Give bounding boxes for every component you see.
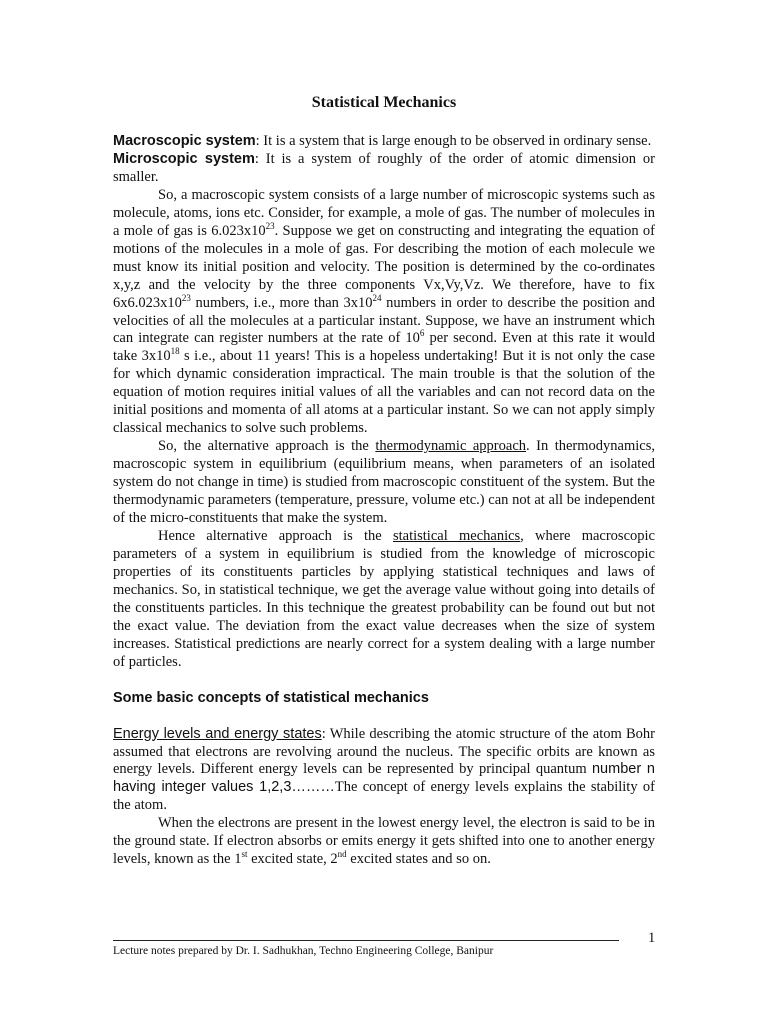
text-run: , where macroscopic parameters of a system in equilibrium is studied from the knowledge of microscopic properties of its constituents particles by applying statistical techniques and laws of mechanics. So, in statistical technique, we get the average value without going into details of the constituents particles. In this technique the greatest probability can be found out but not the exact value. The deviation from the exact value decreases when the size of system increases. Statistical predictions are nearly correct for a system dealing with a large number of particles. <box>113 527 655 670</box>
text-run: numbers, i.e., more than 3x10 <box>190 294 373 311</box>
document-body <box>113 133 655 869</box>
superscript: nd <box>337 849 347 860</box>
macroscopic-definition <box>113 133 655 151</box>
macroscopic-text: : It is a system that is large enough to be observed in ordinary sense. <box>255 133 652 149</box>
footer-credit: Lecture notes prepared by Dr. I. Sadhukhan, Techno Engineering College, Banipur <box>113 945 494 957</box>
text-run: . In thermodynamics, macroscopic system in equilibrium (equilibrium means, when parameters of an isolated system do not change in time) is studied from macroscopic constituent of the system. But the thermodynamic parameters (temperature, pressure, volume etc.) can not at all be independent of the micro-constituents that make the system. <box>113 438 655 527</box>
text-run: number n having integer values 1,2,3……… <box>113 761 655 796</box>
superscript: 6 <box>419 328 425 339</box>
paragraph-microscopic-systems <box>113 187 655 438</box>
superscript: 23 <box>181 292 191 303</box>
text-run: So, the alternative approach is the <box>158 438 376 455</box>
text-run: The concept of energy levels explains the stability of the atom. <box>113 779 655 814</box>
underlined-term: thermodynamic approach <box>375 438 527 455</box>
text-run: When the electrons are present in the lowest energy level, the electron is said to be in the ground state. If electron absorbs or emits energy it gets shifted into one to another energy levels, known as the 1 <box>113 815 655 868</box>
page-title: Statistical Mechanics <box>311 94 457 111</box>
superscript: 18 <box>170 346 180 357</box>
text-run: Hence alternative approach is the <box>158 527 393 544</box>
paragraph-statistical-mechanics <box>113 528 655 672</box>
section-heading: Some basic concepts of statistical mechanics <box>113 689 429 706</box>
paragraph-energy-levels <box>113 726 655 816</box>
text-run: . Suppose we get on constructing and integrating the equation of motions of the molecules in a mole of gas. For describing the motion of each molecule we must know its initial position and velocity. The position is determined by the co-ordinates x,y,z and the velocity by the three components Vx,Vy,Vz. We therefore, have to fix 6x6.023x10 <box>113 222 655 311</box>
macroscopic-term: Macroscopic system <box>113 133 256 149</box>
text-run: So, a macroscopic system consists of a large number of microscopic systems such as molecule, atoms, ions etc. Consider, for example, a mole of gas. The number of molecules in a mole of gas is 6.023x10 <box>113 186 655 239</box>
page-number: 1 <box>648 930 656 946</box>
superscript: st <box>241 849 248 860</box>
text-run: : While describing the atomic structure of the atom Bohr assumed that electrons are revolving around the nucleus. The specific orbits are known as energy levels. Different energy levels can be represented by principal quantum <box>113 725 655 778</box>
microscopic-text: : It is a system of roughly of the order of atomic dimension or smaller. <box>113 150 655 185</box>
underlined-term: statistical mechanics <box>392 527 521 544</box>
energy-levels-term: Energy levels and energy states <box>113 725 322 742</box>
text-run: excited states and so on. <box>346 851 491 868</box>
text-run: per second. Even at this rate it would take 3x10 <box>113 330 655 365</box>
microscopic-term: Microscopic system <box>113 150 255 167</box>
footer-divider <box>113 940 619 941</box>
superscript: 23 <box>265 220 275 231</box>
text-run: excited state, 2 <box>247 851 338 868</box>
superscript: 24 <box>372 292 382 303</box>
paragraph-excited-states <box>113 815 655 869</box>
microscopic-definition <box>113 151 655 187</box>
text-run: numbers in order to describe the position and velocities of all the molecules at a particular instant. Suppose, we have an instrument which can integrate can register numbers at the rate of 10 <box>113 294 655 347</box>
paragraph-thermodynamic-approach <box>113 438 655 528</box>
text-run: s i.e., about 11 years! This is a hopeless undertaking! But it is not only the case for which dynamic consideration impractical. The main trouble is that the solution of the equation of motion requires initial values of all the variables and can not record data on the initial positions and momenta of all atoms at a particular instant. So we can not apply simply classical mechanics to solve such problems. <box>113 348 655 437</box>
